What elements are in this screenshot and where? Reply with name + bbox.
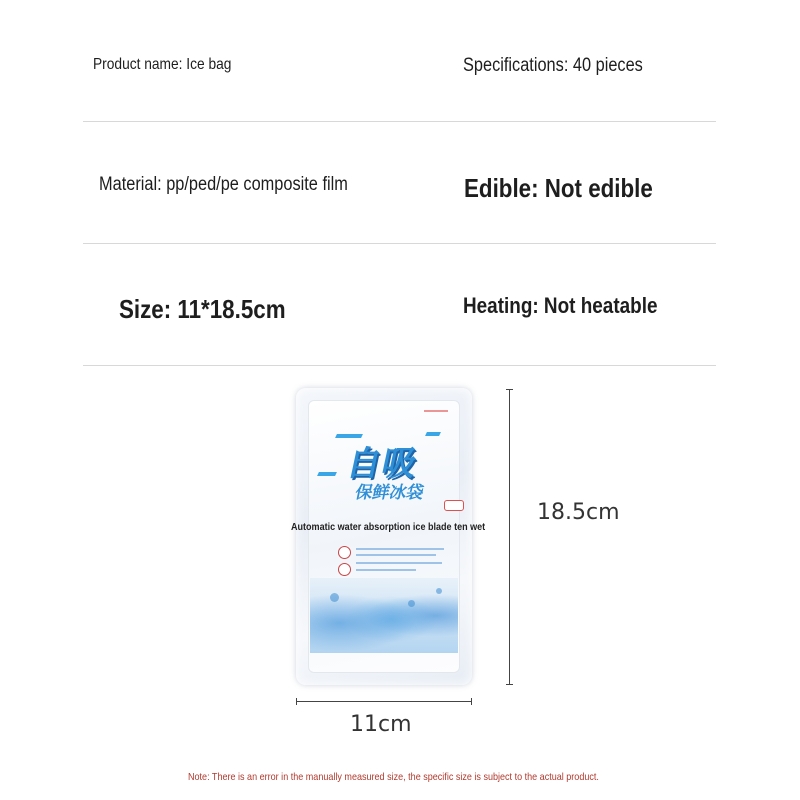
- divider: [83, 121, 716, 122]
- bag-text-line: [356, 562, 442, 564]
- ice-bag-image: [296, 388, 472, 685]
- bag-badge: [444, 500, 464, 511]
- spec-material: Material: pp/ped/pe composite film: [99, 174, 348, 195]
- measurement-note: Note: There is an error in the manually measured size, the specific size is subject to the actual product.: [188, 771, 599, 783]
- water-drop: [330, 593, 339, 602]
- bag-info-icon: [338, 546, 351, 559]
- height-dimension-cap: [506, 389, 513, 390]
- spec-heating: Heating: Not heatable: [463, 293, 658, 318]
- bag-title: 自吸: [343, 444, 422, 484]
- bag-text-line: [356, 554, 436, 556]
- bag-stripe: [425, 432, 441, 436]
- width-dimension-line: [296, 701, 472, 702]
- height-dimension-line: [509, 389, 510, 685]
- spec-specifications: Specifications: 40 pieces: [463, 55, 643, 76]
- height-dimension-cap: [506, 684, 513, 685]
- bag-stripe: [317, 472, 337, 476]
- bag-info-icon: [338, 563, 351, 576]
- bag-subtitle: 保鲜冰袋: [353, 483, 426, 503]
- divider: [83, 243, 716, 244]
- divider: [83, 365, 716, 366]
- bag-text-line: [356, 569, 416, 571]
- water-drop: [436, 588, 442, 594]
- height-dimension-label: 18.5cm: [537, 500, 620, 525]
- bag-text-line: [356, 548, 444, 550]
- bag-top-mark: [424, 410, 448, 412]
- width-dimension-label: 11cm: [350, 712, 412, 737]
- spec-size: Size: 11*18.5cm: [119, 294, 286, 324]
- width-dimension-cap: [296, 698, 297, 705]
- spec-product-name: Product name: Ice bag: [93, 56, 232, 73]
- spec-edible: Edible: Not edible: [464, 173, 653, 203]
- width-dimension-cap: [471, 698, 472, 705]
- water-drop: [408, 600, 415, 607]
- bag-caption: Automatic water absorption ice blade ten wet: [291, 521, 486, 533]
